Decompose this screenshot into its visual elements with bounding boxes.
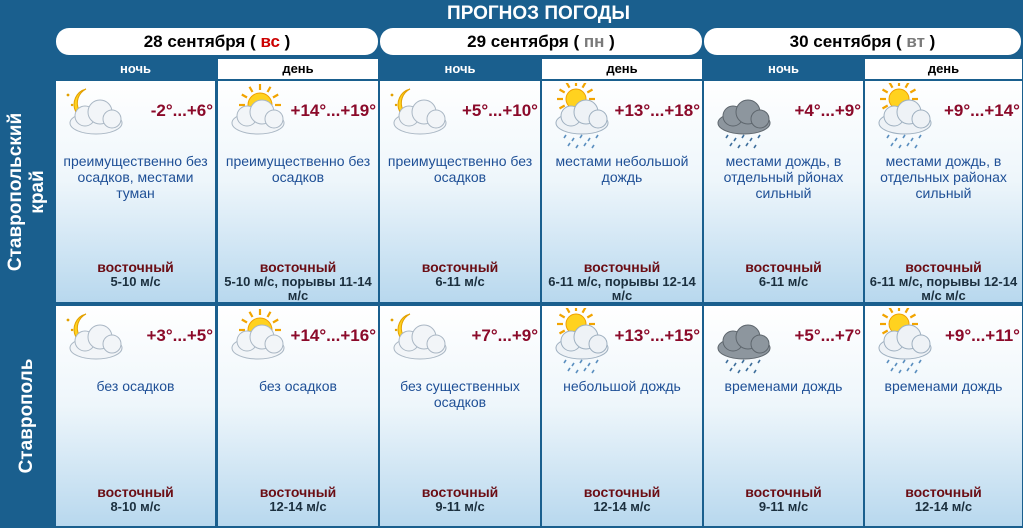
wind-speed: 9-11 м/с xyxy=(435,499,485,514)
region-label-stavropol xyxy=(2,306,52,526)
temperature-range: +14°...+19° xyxy=(290,101,376,120)
weather-condition: без осадков xyxy=(259,378,337,394)
weekday-label: вт xyxy=(906,32,925,51)
temperature-range: +9°...+11° xyxy=(944,326,1020,345)
temperature-range: +9°...+14° xyxy=(944,101,1020,120)
period-day-label: день xyxy=(218,59,378,79)
weather-condition: временами дождь xyxy=(724,378,843,394)
forecast-cell xyxy=(56,81,215,302)
weather-condition: временами дождь xyxy=(884,378,1003,394)
wind-direction: восточный xyxy=(259,484,337,500)
weather-condition: местами дождь, в отдельный рйонах сильный xyxy=(723,153,844,201)
wind-direction: восточный xyxy=(97,259,174,275)
wind-direction: восточный xyxy=(745,484,822,500)
weather-condition: преимущественно без осадков xyxy=(387,153,533,185)
wind-speed: 12-14 м/с xyxy=(593,499,651,514)
forecast-cell xyxy=(542,81,702,302)
sun-cloud-rain-icon xyxy=(867,308,937,364)
moon-cloud-icon-graphic xyxy=(58,308,128,374)
weekday-close-paren: ) xyxy=(604,32,615,51)
weekday-close-paren: ) xyxy=(279,32,291,51)
date-label: 30 сентября xyxy=(789,32,892,51)
region-name: Ставропольский край xyxy=(5,112,48,271)
wind-speed: 8-10 м/с xyxy=(110,499,161,514)
wind-direction: восточный xyxy=(583,484,661,500)
region-label-stavropol-krai xyxy=(2,81,52,302)
wind-direction: восточный xyxy=(905,259,982,275)
period-day-label: день xyxy=(542,59,702,79)
wind-speed: 12-14 м/с xyxy=(269,499,327,514)
forecast-cell xyxy=(380,81,540,302)
wind-direction: восточный xyxy=(905,484,982,500)
temperature-range: +4°...+9° xyxy=(794,101,861,120)
weather-condition: преимущественно без осадков, местами туман xyxy=(63,153,208,201)
wind-direction: восточный xyxy=(421,259,499,275)
sun-cloud-icon-graphic xyxy=(220,83,290,149)
period-day-label: день xyxy=(865,59,1022,79)
weather-condition: местами дождь, в отдельных районах сильный xyxy=(880,153,1007,201)
moon-cloud-icon xyxy=(382,83,452,139)
wind-speed: 6-11 м/с, порывы 12-14 м/с м/с xyxy=(869,274,1018,302)
temperature-range: -2°...+6° xyxy=(150,101,213,120)
temperature-range: +5°...+7° xyxy=(794,326,861,345)
weather-condition: без осадков xyxy=(96,378,175,394)
weather-condition: преимущественно без осадков xyxy=(225,153,371,185)
sun-cloud-rain-icon xyxy=(544,308,614,364)
sun-cloud-icon xyxy=(220,308,290,364)
date-header xyxy=(56,28,378,55)
wind-direction: восточный xyxy=(745,259,822,275)
sun-cloud-icon-graphic xyxy=(220,308,290,374)
forecast-cell xyxy=(704,81,863,302)
weekday-open-paren: ( xyxy=(891,32,907,51)
wind-speed: 5-10 м/с, порывы 11-14 м/с xyxy=(224,274,372,302)
weather-condition: небольшой дождь xyxy=(563,378,681,394)
forecast-cell xyxy=(380,306,540,526)
forecast-cell xyxy=(865,306,1022,526)
period-night-label: ночь xyxy=(56,59,215,79)
forecast-cell xyxy=(56,306,215,526)
forecast-cell xyxy=(704,306,863,526)
temperature-range: +3°...+5° xyxy=(146,326,213,345)
wind-speed: 6-11 м/с xyxy=(758,274,809,289)
period-night-label: ночь xyxy=(704,59,863,79)
wind-direction: восточный xyxy=(97,484,174,500)
wind-speed: 6-11 м/с xyxy=(435,274,485,289)
wind-speed: 9-11 м/с xyxy=(758,499,809,514)
moon-cloud-icon-graphic xyxy=(382,83,452,149)
moon-cloud-icon xyxy=(58,83,128,139)
temperature-range: +5°...+10° xyxy=(462,101,538,120)
wind-direction: восточный xyxy=(259,259,337,275)
temperature-range: +7°...+9° xyxy=(471,326,538,345)
sun-cloud-rain-icon xyxy=(867,83,937,139)
sun-cloud-rain-icon-graphic xyxy=(544,83,614,149)
sun-cloud-rain-icon-graphic xyxy=(867,83,937,149)
period-night-label: ночь xyxy=(380,59,540,79)
date-label: 29 сентября xyxy=(467,32,569,51)
forecast-cell xyxy=(865,81,1022,302)
temperature-range: +13°...+15° xyxy=(614,326,700,345)
wind-speed: 6-11 м/с, порывы 12-14 м/с xyxy=(548,274,696,302)
wind-speed: 12-14 м/с xyxy=(914,499,973,514)
weekday-open-paren: ( xyxy=(245,32,261,51)
dark-cloud-rain-icon-graphic xyxy=(706,308,776,374)
wind-direction: восточный xyxy=(583,259,661,275)
dark-cloud-rain-icon xyxy=(706,83,776,139)
weather-condition: без существенных осадков xyxy=(400,378,520,410)
temperature-range: +13°...+18° xyxy=(614,101,700,120)
weekday-close-paren: ) xyxy=(924,32,936,51)
wind-speed: 5-10 м/с xyxy=(110,274,161,289)
forecast-cell xyxy=(218,81,378,302)
moon-cloud-icon-graphic xyxy=(58,83,128,149)
moon-cloud-icon xyxy=(58,308,128,364)
region-name: Ставрополь xyxy=(16,358,37,474)
dark-cloud-rain-icon xyxy=(706,308,776,364)
sun-cloud-rain-icon-graphic xyxy=(867,308,937,374)
moon-cloud-icon xyxy=(382,308,452,364)
page-title: ПРОГНОЗ ПОГОДЫ xyxy=(447,3,630,24)
date-label: 28 сентября xyxy=(143,32,246,51)
sun-cloud-rain-icon xyxy=(544,83,614,139)
weekday-open-paren: ( xyxy=(568,32,584,51)
sun-cloud-icon xyxy=(220,83,290,139)
sun-cloud-rain-icon-graphic xyxy=(544,308,614,374)
temperature-range: +14°...+16° xyxy=(290,326,376,345)
wind-direction: восточный xyxy=(421,484,499,500)
date-header xyxy=(380,28,702,55)
date-header xyxy=(704,28,1021,55)
forecast-cell xyxy=(542,306,702,526)
moon-cloud-icon-graphic xyxy=(382,308,452,374)
dark-cloud-rain-icon-graphic xyxy=(706,83,776,149)
weekday-label: пн xyxy=(583,32,605,51)
forecast-cell xyxy=(218,306,378,526)
weather-condition: местами небольшой дождь xyxy=(555,153,689,185)
weekday-label: вс xyxy=(260,32,280,51)
